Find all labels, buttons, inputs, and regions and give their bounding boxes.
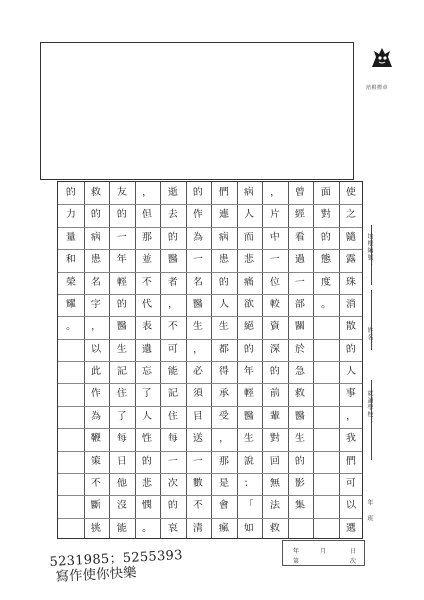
handwritten-char: 斷 xyxy=(90,499,102,512)
handwritten-char: 隨 xyxy=(345,231,357,244)
handwritten-char: 耀 xyxy=(65,298,77,311)
handwritten-char: 住 xyxy=(116,388,128,400)
mascot-seal-icon xyxy=(368,45,396,71)
handwritten-char: ， xyxy=(192,343,204,355)
label-class: 班 xyxy=(366,515,373,522)
handwritten-char: 瘋 xyxy=(218,522,230,534)
meta-month: 月 xyxy=(320,548,327,555)
handwritten-char: ， xyxy=(269,186,281,199)
handwritten-char: 每 xyxy=(116,432,128,445)
handwritten-char: 部 xyxy=(294,298,306,311)
writing-column xyxy=(237,182,263,540)
handwritten-char: 每 xyxy=(167,432,179,445)
handwritten-char: 選 xyxy=(345,522,357,534)
handwritten-char: 經 xyxy=(294,209,306,221)
handwritten-char: 的 xyxy=(141,455,153,467)
writing-column xyxy=(160,182,186,540)
handwritten-char: 一 xyxy=(294,276,306,288)
meta-no: 第 xyxy=(293,558,300,565)
handwritten-char: 一 xyxy=(116,231,128,244)
handwritten-char: 度 xyxy=(320,276,332,288)
handwritten-char: ， xyxy=(218,432,230,445)
handwritten-char: 們 xyxy=(218,186,230,199)
handwritten-char: 過 xyxy=(294,253,306,266)
handwritten-char: 一 xyxy=(269,253,281,266)
handwritten-char: 們 xyxy=(345,455,357,467)
handwritten-char: 必 xyxy=(192,365,204,378)
handwritten-char: 法 xyxy=(269,499,281,512)
handwritten-char: 名 xyxy=(90,276,102,288)
handwritten-char: 沒 xyxy=(116,499,128,512)
handwritten-char: 醫 xyxy=(192,298,204,311)
handwritten-char: 病 xyxy=(243,186,255,199)
handwritten-char: 人 xyxy=(218,298,230,311)
handwritten-char: 生 xyxy=(294,432,306,445)
handwritten-char: 哀 xyxy=(167,522,179,534)
handwritten-char: 珠 xyxy=(345,276,357,288)
handwritten-char: 性 xyxy=(141,432,153,445)
handwritten-char: 榮 xyxy=(65,276,77,288)
handwritten-char: 露 xyxy=(345,253,357,266)
handwritten-char: 此 xyxy=(90,365,102,378)
handwritten-char: 須 xyxy=(192,388,204,400)
handwritten-char: 生 xyxy=(116,343,128,355)
label-school: 就讀學校： xyxy=(366,390,373,425)
writing-grid xyxy=(57,181,363,539)
handwritten-char: 的 xyxy=(320,231,332,244)
handwritten-char: 醫 xyxy=(116,320,128,333)
handwritten-char: 了 xyxy=(141,388,153,400)
handwritten-char: 如 xyxy=(243,522,255,534)
handwritten-char: 了 xyxy=(116,410,128,423)
handwritten-char: 作 xyxy=(192,209,204,221)
label-grade: 年 xyxy=(366,499,373,506)
handwritten-char: 友 xyxy=(116,186,128,199)
handwritten-char: 絕 xyxy=(243,320,255,333)
handwritten-char: 生 xyxy=(192,320,204,333)
handwritten-char: 清 xyxy=(192,522,204,534)
handwritten-char: 那 xyxy=(218,455,230,467)
handwritten-char: 生 xyxy=(243,432,255,445)
handwritten-char: 年 xyxy=(116,253,128,266)
handwritten-char: ， xyxy=(167,298,179,311)
handwritten-char: 力 xyxy=(65,209,77,221)
handwritten-char: 位 xyxy=(269,276,281,288)
label-name: 姓名： xyxy=(366,327,373,348)
handwritten-char: 可 xyxy=(345,477,357,490)
handwritten-char: 並 xyxy=(141,253,153,266)
handwritten-char: 不 xyxy=(192,499,204,512)
writing-column xyxy=(211,182,237,540)
handwritten-char: 對 xyxy=(269,432,281,445)
handwritten-char: 救 xyxy=(294,388,306,400)
handwritten-char: 作 xyxy=(90,388,102,400)
handwritten-char: 代 xyxy=(141,298,153,311)
handwritten-char: 名 xyxy=(192,276,204,288)
handwritten-char: 會 xyxy=(218,499,230,512)
handwritten-char: 的 xyxy=(65,186,77,199)
handwritten-char: 較 xyxy=(269,298,281,311)
handwritten-char: 悲 xyxy=(141,477,153,490)
handwritten-char: 得 xyxy=(218,365,230,378)
handwritten-char: 字 xyxy=(90,298,102,311)
handwritten-char: 遺 xyxy=(141,343,153,355)
handwritten-char: 為 xyxy=(90,410,102,423)
handwritten-char: 承 xyxy=(218,388,230,400)
handwritten-char: 病 xyxy=(90,231,102,244)
handwritten-char: 「 xyxy=(243,499,255,512)
phone-code: 5231985；5255393 xyxy=(49,548,184,570)
handwritten-char: 的 xyxy=(345,343,357,355)
handwritten-char: 影 xyxy=(294,477,306,490)
writing-column xyxy=(58,182,84,339)
handwritten-char: 中 xyxy=(269,231,281,244)
handwritten-char: 曾 xyxy=(294,186,306,199)
handwritten-char: 量 xyxy=(65,231,77,244)
handwritten-char: 消 xyxy=(345,298,357,311)
handwritten-char: 病 xyxy=(218,231,230,244)
handwritten-char: 的 xyxy=(167,231,179,244)
handwritten-char: 痛 xyxy=(243,276,255,288)
handwritten-char: 的 xyxy=(116,209,128,221)
handwritten-char: 醫 xyxy=(294,410,306,423)
handwritten-char: 策 xyxy=(90,455,102,467)
comment-box xyxy=(40,42,354,180)
writing-column xyxy=(288,182,314,518)
handwritten-char: 次 xyxy=(167,477,179,490)
handwritten-char: 的 xyxy=(218,276,230,288)
handwritten-char: 。 xyxy=(141,522,153,534)
meta-day: 日 xyxy=(350,548,357,555)
handwritten-char: 目 xyxy=(192,410,204,423)
handwritten-char: ， xyxy=(141,186,153,199)
handwritten-char: 的 xyxy=(90,209,102,221)
writing-column xyxy=(313,182,339,316)
handwritten-char: 記 xyxy=(116,365,128,378)
label-student-id: 培根編號： xyxy=(366,233,373,268)
handwritten-char: 能 xyxy=(167,365,179,378)
handwritten-char: 散 xyxy=(345,320,357,333)
handwritten-char: 面 xyxy=(320,186,332,199)
handwritten-char: 患 xyxy=(218,253,230,266)
handwritten-char: 資 xyxy=(269,320,281,333)
handwritten-char: 悲 xyxy=(243,253,255,266)
handwritten-char: 一 xyxy=(192,253,204,266)
slogan: 寫作使你快樂 xyxy=(55,564,137,585)
handwritten-char: 不 xyxy=(141,276,153,288)
meta-times: 次 xyxy=(350,558,357,565)
handwritten-char: 逝 xyxy=(167,186,179,199)
handwritten-char: 不 xyxy=(90,477,102,490)
handwritten-char: 不 xyxy=(167,320,179,333)
handwritten-char: ： xyxy=(243,477,255,490)
handwritten-char: 一 xyxy=(167,455,179,467)
handwritten-char: 說 xyxy=(243,455,255,467)
handwritten-char: ， xyxy=(90,320,102,333)
handwritten-char: 為 xyxy=(192,231,204,244)
handwritten-char: 輩 xyxy=(269,410,281,423)
handwritten-char: 以 xyxy=(90,343,102,355)
handwritten-char: 深 xyxy=(269,343,281,355)
logo-caption: 培根標章 xyxy=(366,85,389,91)
handwritten-char: 的 xyxy=(167,499,179,512)
handwritten-char: 的 xyxy=(294,455,306,467)
handwritten-char: 連 xyxy=(218,209,230,221)
handwritten-char: 欲 xyxy=(243,298,255,311)
writing-column xyxy=(135,182,161,540)
handwritten-char: 生 xyxy=(218,320,230,333)
handwritten-char: 對 xyxy=(320,209,332,221)
handwritten-char: 挑 xyxy=(90,522,102,534)
handwritten-char: 都 xyxy=(218,343,230,355)
handwritten-char: 而 xyxy=(243,231,255,244)
handwritten-char: 的 xyxy=(269,365,281,378)
handwritten-char: 救 xyxy=(269,522,281,534)
handwritten-char: 表 xyxy=(141,320,153,333)
handwritten-char: ， xyxy=(345,410,357,423)
handwritten-char: 他 xyxy=(116,477,128,490)
handwritten-char: 前 xyxy=(269,388,281,400)
handwritten-char: 態 xyxy=(320,253,332,266)
writing-column xyxy=(84,182,110,540)
handwritten-char: 關 xyxy=(294,320,306,333)
handwritten-char: 。 xyxy=(320,298,332,311)
handwritten-char: 救 xyxy=(90,186,102,199)
handwritten-char: 醫 xyxy=(243,410,255,423)
handwritten-char: 急 xyxy=(294,365,306,378)
handwritten-char: 回 xyxy=(269,455,281,467)
writing-column xyxy=(186,182,212,540)
handwritten-char: 送 xyxy=(192,432,204,445)
handwritten-char: 一 xyxy=(192,455,204,467)
handwritten-char: 人 xyxy=(141,410,153,423)
handwritten-char: 住 xyxy=(167,410,179,423)
handwritten-char: 是 xyxy=(218,477,230,490)
handwritten-char: 醫 xyxy=(167,253,179,266)
handwritten-char: 去 xyxy=(167,209,179,221)
handwritten-char: 使 xyxy=(345,186,357,199)
handwritten-char: 事 xyxy=(345,388,357,400)
handwritten-char: 可 xyxy=(167,343,179,355)
handwritten-char: 輕 xyxy=(243,388,255,400)
handwritten-char: 年 xyxy=(243,365,255,378)
handwritten-char: 無 xyxy=(269,477,281,490)
handwritten-char: 以 xyxy=(345,499,357,512)
writing-column xyxy=(109,182,135,540)
handwritten-char: 輕 xyxy=(116,276,128,288)
handwritten-char: 之 xyxy=(345,209,357,221)
handwritten-char: 鞭 xyxy=(90,432,102,445)
handwritten-char: 日 xyxy=(116,455,128,467)
handwritten-char: 片 xyxy=(269,209,281,221)
meta-year: 年 xyxy=(293,548,300,555)
handwritten-char: 人 xyxy=(345,365,357,378)
handwritten-char: 憫 xyxy=(141,499,153,512)
writing-column xyxy=(262,182,288,540)
handwritten-char: 。 xyxy=(65,320,77,333)
handwritten-char: 數 xyxy=(192,477,204,490)
handwritten-char: 人 xyxy=(243,209,255,221)
handwritten-char: 看 xyxy=(294,231,306,244)
handwritten-char: 我 xyxy=(345,432,357,445)
handwritten-char: 集 xyxy=(294,499,306,512)
writing-column xyxy=(339,182,365,540)
handwritten-char: 於 xyxy=(294,343,306,355)
handwritten-char: 的 xyxy=(243,343,255,355)
handwritten-char: 忘 xyxy=(141,365,153,378)
handwritten-char: 能 xyxy=(116,522,128,534)
handwritten-char: 者 xyxy=(167,276,179,288)
handwritten-char: 受 xyxy=(218,410,230,423)
handwritten-char: 的 xyxy=(192,186,204,199)
handwritten-char: 和 xyxy=(65,253,77,266)
handwritten-char: 記 xyxy=(167,388,179,400)
handwritten-char: 但 xyxy=(141,209,153,221)
handwritten-char: 患 xyxy=(90,253,102,266)
handwritten-char: 的 xyxy=(116,298,128,311)
handwritten-char: 那 xyxy=(141,231,153,244)
